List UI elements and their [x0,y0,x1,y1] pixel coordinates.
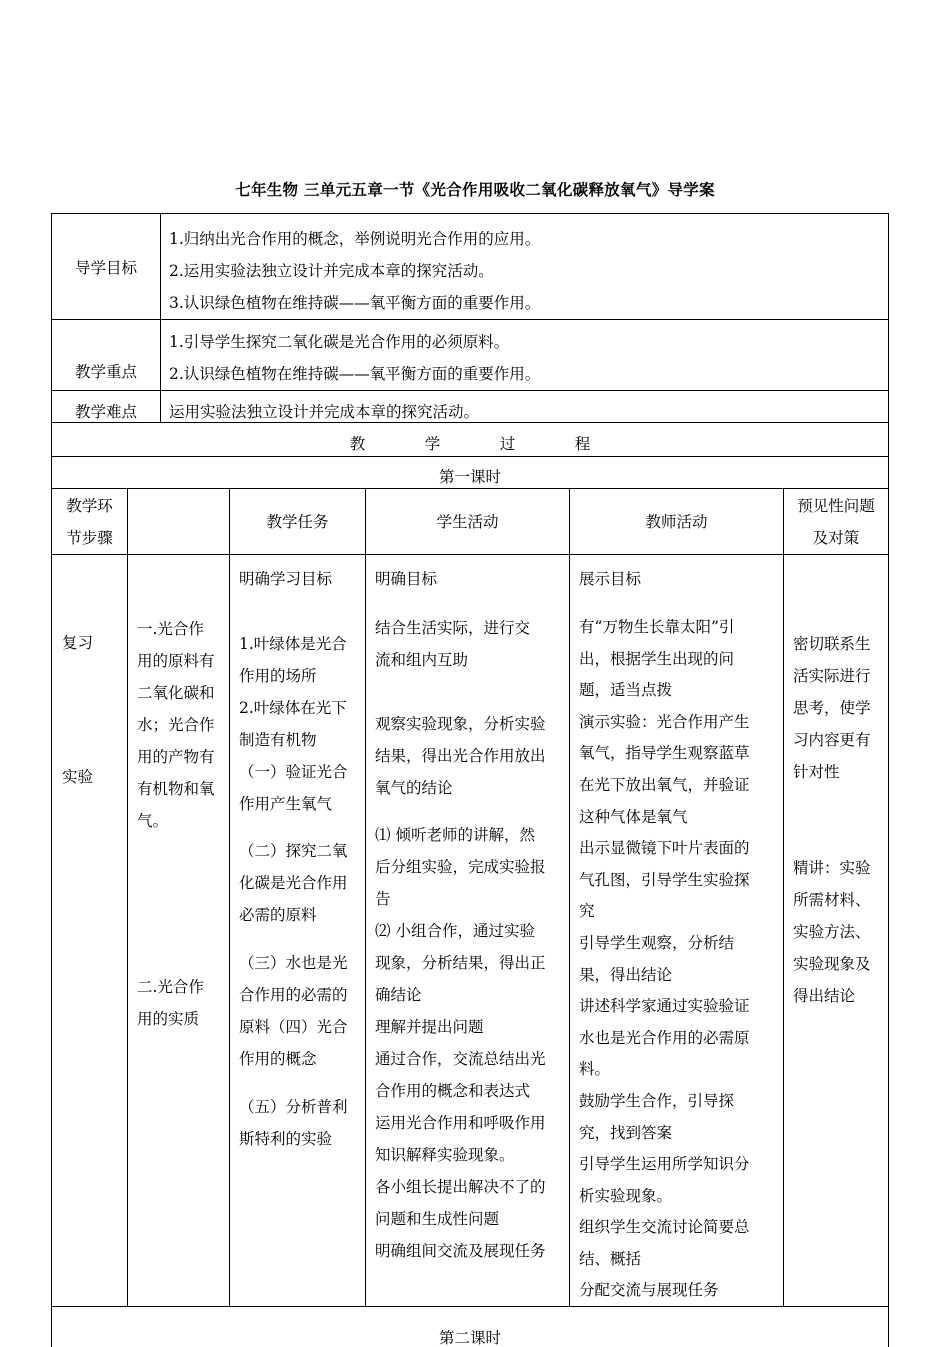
student-cell [366,555,570,1307]
key-points-label: 教学重点 [52,320,161,391]
process-heading: 教 学 过 程 [52,423,889,457]
student-d: ⑴ 倾听老师的讲解，然 后分组实验，完成实验报 告 ⑵ 小组合作，通过实验 现象，分析结果，得出正 确结论 理解并提出问题 通过合作，交流总结出光 合作用的概念和表达式 运用光合作用和呼吸作用 知识解释实验现象。 各小组长提出解决不了的 问题和生成性问题 明确组间交流及展现任务 [375,826,546,1260]
objectives-label: 导学目标 [52,214,161,320]
foresee-b: 精讲：实验 所需材料、 实验方法、 实验现象及 得出结论 [793,859,871,1005]
steps-cell [52,555,128,1307]
content-cell [128,555,230,1307]
key-point-item: 1.引导学生探究二氧化碳是光合作用的必须原料。 [169,333,510,351]
column-header-row [52,489,889,555]
task-e: （五）分析普利 斯特利的实验 [239,1098,348,1148]
process-row [52,423,889,457]
session1-label: 第一课时 [52,457,889,489]
header-foresee: 预见性问题 及对策 [784,489,889,555]
session2-label: 第二课时 [52,1307,889,1347]
task-b: 1.叶绿体是光合 作用的场所 2.叶绿体在光下 制造有机物 （一）验证光合 作用产生氧气 [239,635,348,813]
header-step: 教学环 节步骤 [52,489,128,555]
task-d: （三）水也是光 合作用的必需的 原料（四）光合 作用的概念 [239,954,348,1068]
step-review: 复习 [62,634,94,652]
lesson-plan-table [51,213,889,1347]
header-teacher: 教师活动 [570,489,784,555]
document-title: 七年生物 三单元五章一节《光合作用吸收二氧化碳释放氧气》导学案 [235,181,715,199]
step-experiment: 实验 [62,768,94,786]
session1-body-row [52,555,889,1307]
header-blank [128,489,230,555]
header-student: 学生活动 [366,489,570,555]
foresee-a: 密切联系生 活实际进行 思考，使学 习内容更有 针对性 [793,635,871,781]
content-part1: 一.光合作 用的原料有 二氧化碳和 水；光合作 用的产物有 有机物和氧 气。 [137,620,215,830]
session2-row [52,1307,889,1347]
teacher-cell [570,555,784,1307]
teacher-b: 有“万物生长靠太阳”引 出，根据学生出现的问 题，适当点拨 演示实验：光合作用产生 氧气，指导学生观察蓝草 在光下放出氧气，并验证 这种气体是氧气 出示显微镜下叶片表面的 气孔图，引导学生实验探 究 引导学生观察，分析结 果，得出结论 讲述科学家通过实验验证 水也是光合作用的必需原 料。 鼓励学生合作，引导探 究，找到答案 引导学生运用所学知识分 析实验现象。 组织学生交流讨论简要总 结、概括 分配交流与展现任务 [579,618,750,1300]
foresee-cell [784,555,889,1307]
task-c: （二）探究二氧 化碳是光合作用 必需的原料 [239,842,348,924]
objectives-content [161,214,889,320]
task-cell [230,555,366,1307]
header-task: 教学任务 [230,489,366,555]
key-points-content [161,320,889,391]
key-point-item: 2.认识绿色植物在维持碳——氧平衡方面的重要作用。 [169,365,541,383]
objective-item: 1.归纳出光合作用的概念，举例说明光合作用的应用。 [169,230,541,248]
difficulty-label: 教学难点 [52,391,161,423]
objectives-row [52,214,889,320]
objective-item: 3.认识绿色植物在维持碳——氧平衡方面的重要作用。 [169,294,541,312]
difficulty-content: 运用实验法独立设计并完成本章的探究活动。 [161,391,889,423]
objective-item: 2.运用实验法独立设计并完成本章的探究活动。 [169,262,494,280]
task-a: 明确学习目标 [239,570,333,588]
student-a: 明确目标 [375,570,438,588]
session1-row [52,457,889,489]
difficulty-row [52,391,889,423]
student-b: 结合生活实际，进行交 流和组内互助 [375,619,531,669]
key-points-row [52,320,889,391]
student-c: 观察实验现象，分析实验 结果，得出光合作用放出 氧气的结论 [375,715,546,797]
teacher-a: 展示目标 [579,570,642,588]
content-part2: 二.光合作 用的实质 [137,978,204,1028]
